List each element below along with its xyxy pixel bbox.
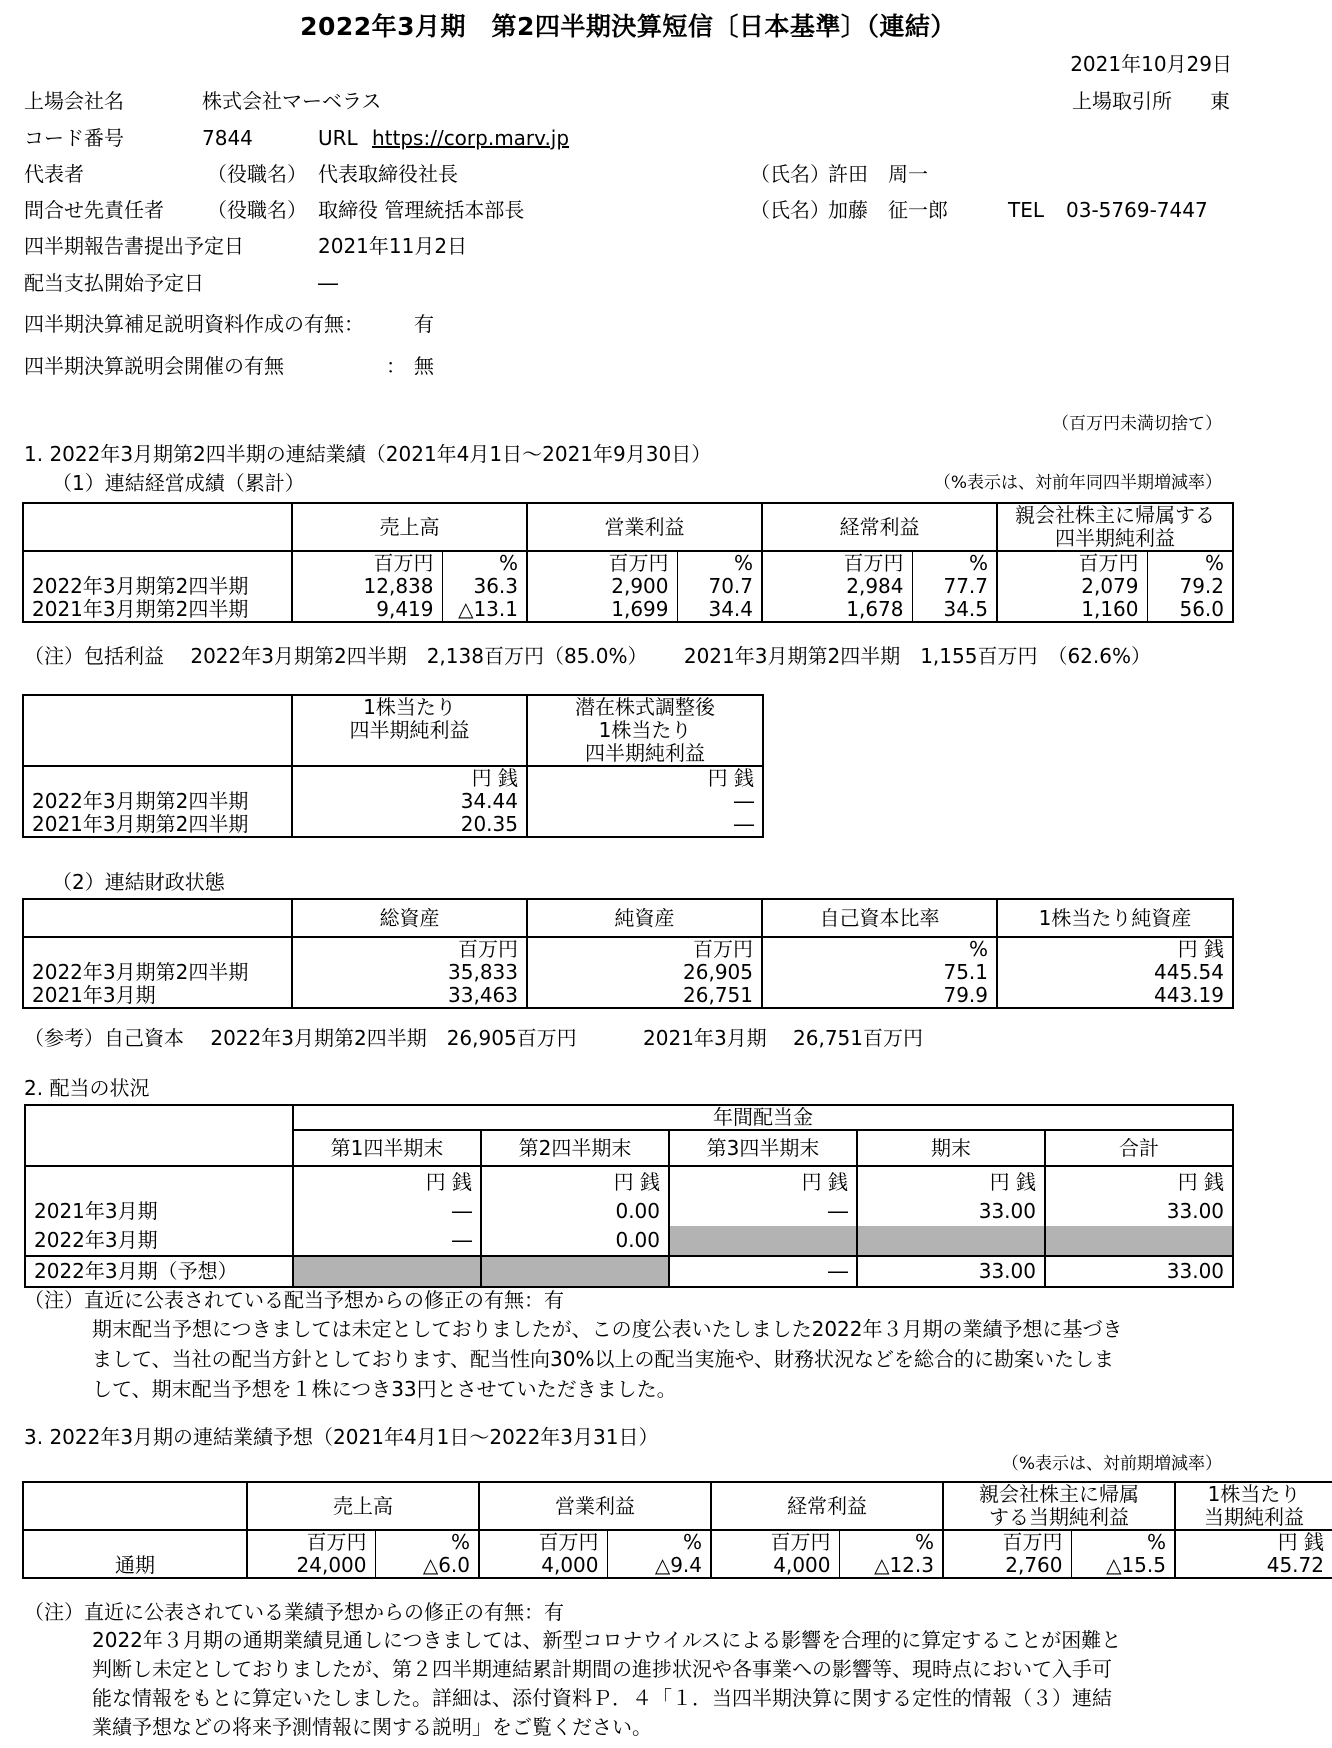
cell-value: 12,838 (292, 575, 442, 598)
unit-row-blank (24, 551, 292, 575)
unit-yen: 円 銭 (669, 1166, 857, 1197)
unit-million: 百万円 (479, 1530, 607, 1554)
shaded-cell (481, 1256, 669, 1287)
shaded-cell (293, 1256, 481, 1287)
forecast-note-3: 判断し未定としておりましたが、第２四半期連結累計期間の進捗状況や各事業への影響等、現時点において入手可 (92, 1657, 1112, 1681)
cell-value: 0.00 (481, 1226, 669, 1256)
unit-million: 百万円 (527, 551, 677, 575)
cell-value: 1,678 (762, 598, 912, 621)
cell-value: 26,905 (527, 961, 762, 984)
briefing-value: 無 (414, 354, 434, 378)
cell-value: 9,419 (292, 598, 442, 621)
cell-value: △9.4 (607, 1554, 711, 1577)
dividend-date-label: 配当支払開始予定日 (24, 271, 204, 295)
unit-million: 百万円 (997, 551, 1147, 575)
dividend-note-2: 期末配当予想につきましては未定としておりましたが、この度公表いたしました2022年３月期の業績予想に基づき (92, 1317, 1123, 1341)
unit-million: 百万円 (762, 551, 912, 575)
header-blank (24, 900, 292, 937)
shaded-cell (669, 1226, 857, 1256)
contact-name-label: （氏名） (750, 198, 830, 222)
rep-title: 代表取締役社長 (318, 162, 458, 186)
header-blank (292, 742, 527, 766)
url-label: URL (318, 126, 358, 150)
col-eps-line1: 1株当たり (1175, 1483, 1332, 1506)
cell-value: 79.2 (1147, 575, 1232, 598)
row-label: 通期 (115, 1553, 155, 1577)
unit-yen: 円 銭 (1175, 1530, 1332, 1554)
col-bps: 1株当たり純資産 (997, 900, 1232, 937)
section3-heading: 3. 2022年3月期の連結業績予想（2021年4月1日～2022年3月31日） (24, 1425, 659, 1449)
col-eps-line2: 当期純利益 (1175, 1506, 1332, 1530)
company-name: 株式会社マーベラス (202, 89, 382, 113)
unit-million: 百万円 (943, 1530, 1071, 1554)
tel-label: TEL (1008, 198, 1044, 222)
forecast-table (24, 1483, 1332, 1577)
col-q2-end: 第2四半期末 (481, 1130, 669, 1166)
cell-value: ― (293, 1197, 481, 1226)
unit-row-blank (24, 766, 292, 790)
briefing-colon: ： (386, 354, 406, 378)
report-date-label: 四半期報告書提出予定日 (24, 234, 244, 258)
unit-note: （百万円未満切捨て） (1052, 414, 1222, 434)
col-total: 合計 (1045, 1130, 1233, 1166)
cell-value: 0.00 (481, 1197, 669, 1226)
section1-sub2: （2）連結財政状態 (52, 870, 225, 894)
col-annual-dividend: 年間配当金 (293, 1105, 1233, 1130)
cell-value: 1,160 (997, 598, 1147, 621)
cell-value: 20.35 (292, 813, 527, 836)
company-label: 上場会社名 (24, 89, 124, 113)
row-label: 2021年3月期 (25, 1197, 293, 1226)
cell-value: 75.1 (762, 961, 997, 984)
header-blank (25, 1105, 293, 1166)
col-sales: 売上高 (292, 504, 527, 551)
code-value: 7844 (202, 126, 253, 150)
cell-value: △12.3 (839, 1554, 943, 1577)
section1-sub1: （1）連結経営成績（累計） (52, 471, 305, 495)
briefing-label: 四半期決算説明会開催の有無 (24, 354, 284, 378)
rep-title-label: （役職名） (207, 162, 307, 186)
exchange-label: 上場取引所 (1072, 89, 1172, 113)
cell-value: 2,079 (997, 575, 1147, 598)
cell-value: ― (669, 1256, 857, 1287)
row-label: 2022年3月期第2四半期 (32, 960, 249, 984)
supp-value: 有 (414, 312, 434, 336)
row-label: 2021年3月期第2四半期 (32, 812, 249, 836)
contact-title-label: （役職名） (207, 198, 307, 222)
dividends-table (24, 1104, 1234, 1288)
section2-heading: 2. 配当の状況 (24, 1076, 150, 1100)
cell-value: ― (527, 790, 762, 813)
equity-reference-note: （参考）自己資本 2022年3月期第2四半期 26,905百万円 2021年3月期 26,751百万円 (24, 1026, 924, 1050)
forecast-note-5: 業績予想などの将来予測情報に関する説明」をご覧ください。 (92, 1715, 652, 1739)
col-q3-end: 第3四半期末 (669, 1130, 857, 1166)
cell-value: 2,984 (762, 575, 912, 598)
row-label: 2022年3月期第2四半期 (32, 574, 249, 598)
col-net-income-line1: 親会社株主に帰属する (997, 504, 1232, 527)
tel-value: 03-5769-7447 (1066, 198, 1208, 222)
cell-value: 36.3 (442, 575, 527, 598)
unit-percent: % (677, 551, 762, 575)
cell-value: △6.0 (375, 1554, 479, 1577)
cell-value: 33,463 (292, 984, 527, 1007)
col-equity-ratio: 自己資本比率 (762, 900, 997, 937)
unit-percent: % (607, 1530, 711, 1554)
cell-value: 45.72 (1175, 1554, 1332, 1577)
document-date: 2021年10月29日 (1070, 52, 1232, 76)
cell-value: 70.7 (677, 575, 762, 598)
col-sales: 売上高 (247, 1483, 479, 1530)
col-net-income-line1: 親会社株主に帰属 (943, 1483, 1175, 1506)
forecast-note-1: （注）直近に公表されている業績予想からの修正の有無：有 (24, 1600, 564, 1624)
unit-row-blank (24, 937, 292, 961)
unit-percent: % (1147, 551, 1232, 575)
cell-value: 445.54 (997, 961, 1232, 984)
cell-value: 4,000 (479, 1554, 607, 1577)
unit-percent: % (839, 1530, 943, 1554)
cell-value: 34.5 (912, 598, 997, 621)
url-link[interactable]: https://corp.marv.jp (372, 126, 570, 150)
col-year-end: 期末 (857, 1130, 1045, 1166)
dividend-note-1: （注）直近に公表されている配当予想からの修正の有無：有 (24, 1288, 564, 1312)
col-operating-profit: 営業利益 (527, 504, 762, 551)
unit-percent: % (375, 1530, 479, 1554)
financial-position-table (24, 900, 1232, 1007)
unit-row-blank (25, 1166, 293, 1197)
col-operating-profit: 営業利益 (479, 1483, 711, 1530)
header-blank (24, 1483, 247, 1530)
document-title: 2022年3月期 第2四半期決算短信〔日本基準〕（連結） (300, 12, 956, 41)
unit-cell: 百万円 (292, 937, 527, 961)
col-q1-end: 第1四半期末 (293, 1130, 481, 1166)
col-diluted-eps-line1: 潜在株式調整後 (527, 696, 762, 719)
unit-yen: 円 銭 (292, 766, 527, 790)
operating-results-table (24, 504, 1232, 621)
section3-pct-note: （%表示は、対前期増減率） (1001, 1454, 1222, 1474)
unit-yen: 円 銭 (481, 1166, 669, 1197)
cell-value: △13.1 (442, 598, 527, 621)
col-net-assets: 純資産 (527, 900, 762, 937)
row-label: 2021年3月期第2四半期 (32, 597, 249, 621)
cell-value: 1,699 (527, 598, 677, 621)
eps-table (24, 696, 762, 836)
shaded-cell (1045, 1226, 1233, 1256)
cell-value: 79.9 (762, 984, 997, 1007)
unit-yen: 円 銭 (293, 1166, 481, 1197)
unit-yen: 円 銭 (1045, 1166, 1233, 1197)
section1-pct-note: （%表示は、対前年同四半期増減率） (933, 473, 1222, 493)
header-blank (24, 696, 292, 766)
section1-heading: 1. 2022年3月期第2四半期の連結業績（2021年4月1日～2021年9月30日） (24, 442, 712, 466)
cell-value: 34.4 (677, 598, 762, 621)
cell-value: ― (293, 1226, 481, 1256)
unit-million: 百万円 (711, 1530, 839, 1554)
unit-yen: 円 銭 (527, 766, 762, 790)
unit-percent: % (442, 551, 527, 575)
row-label: 2022年3月期 (25, 1226, 293, 1256)
code-label: コード番号 (24, 126, 124, 150)
row-label: 2022年3月期第2四半期 (32, 789, 249, 813)
contact-title: 取締役 管理統括本部長 (318, 198, 525, 222)
col-total-assets: 総資産 (292, 900, 527, 937)
contact-label: 問合せ先責任者 (24, 198, 164, 222)
exchange-value: 東 (1210, 89, 1230, 113)
dividend-note-4: して、期末配当予想を１株につき33円とさせていただきました。 (92, 1377, 677, 1401)
col-ordinary-profit: 経常利益 (762, 504, 997, 551)
cell-value: 34.44 (292, 790, 527, 813)
header-blank (24, 504, 292, 551)
cell-value: 2,760 (943, 1554, 1071, 1577)
supp-label: 四半期決算補足説明資料作成の有無： (24, 312, 364, 336)
cell-value: 2,900 (527, 575, 677, 598)
unit-cell: 百万円 (527, 937, 762, 961)
unit-million: 百万円 (292, 551, 442, 575)
cell-value: △15.5 (1071, 1554, 1175, 1577)
unit-yen: 円 銭 (857, 1166, 1045, 1197)
col-net-income-line2: する当期純利益 (943, 1506, 1175, 1530)
cell-value: 4,000 (711, 1554, 839, 1577)
cell-value: ― (669, 1197, 857, 1226)
unit-million: 百万円 (247, 1530, 375, 1554)
cell-value: 33.00 (1045, 1197, 1233, 1226)
col-net-income-line2: 四半期純利益 (997, 527, 1232, 551)
row-label: 2021年3月期 (32, 983, 156, 1007)
rep-label: 代表者 (24, 162, 84, 186)
unit-row-blank (24, 1530, 247, 1554)
cell-value: 33.00 (1045, 1256, 1233, 1287)
unit-cell: % (762, 937, 997, 961)
cell-value: 33.00 (857, 1256, 1045, 1287)
col-eps-line2: 四半期純利益 (292, 719, 527, 742)
unit-cell: 円 銭 (997, 937, 1232, 961)
cell-value: ― (527, 813, 762, 836)
row-label: 2022年3月期（予想） (25, 1256, 293, 1287)
col-ordinary-profit: 経常利益 (711, 1483, 943, 1530)
report-date: 2021年11月2日 (318, 234, 468, 258)
cell-value: 443.19 (997, 984, 1232, 1007)
col-eps-line1: 1株当たり (292, 696, 527, 719)
cell-value: 24,000 (247, 1554, 375, 1577)
dividend-note-3: まして、当社の配当方針としております、配当性向30%以上の配当実施や、財務状況などを総合的に勘案いたしま (92, 1347, 1115, 1371)
comprehensive-income-note: （注）包括利益 2022年3月期第2四半期 2,138百万円（85.0%） 2021年3月期第2四半期 1,155百万円 （62.6%） (24, 644, 1151, 668)
cell-value: 77.7 (912, 575, 997, 598)
unit-percent: % (912, 551, 997, 575)
forecast-note-4: 能な情報をもとに算定いたしました。詳細は、添付資料Ｐ．４「１．当四半期決算に関する定性的情報（３）連結 (92, 1686, 1112, 1710)
contact-name: 加藤 征一郎 (828, 198, 948, 222)
forecast-note-2: 2022年３月期の通期業績見通しにつきましては、新型コロナウイルスによる影響を合理的に算定することが困難と (92, 1628, 1122, 1652)
col-diluted-eps-line3: 四半期純利益 (527, 742, 762, 766)
unit-percent: % (1071, 1530, 1175, 1554)
rep-name-label: （氏名） (750, 162, 830, 186)
rep-name: 許田 周一 (828, 162, 928, 186)
dividend-date: ― (318, 271, 338, 295)
col-diluted-eps-line2: 1株当たり (527, 719, 762, 742)
shaded-cell (857, 1226, 1045, 1256)
cell-value: 56.0 (1147, 598, 1232, 621)
cell-value: 33.00 (857, 1197, 1045, 1226)
cell-value: 35,833 (292, 961, 527, 984)
cell-value: 26,751 (527, 984, 762, 1007)
